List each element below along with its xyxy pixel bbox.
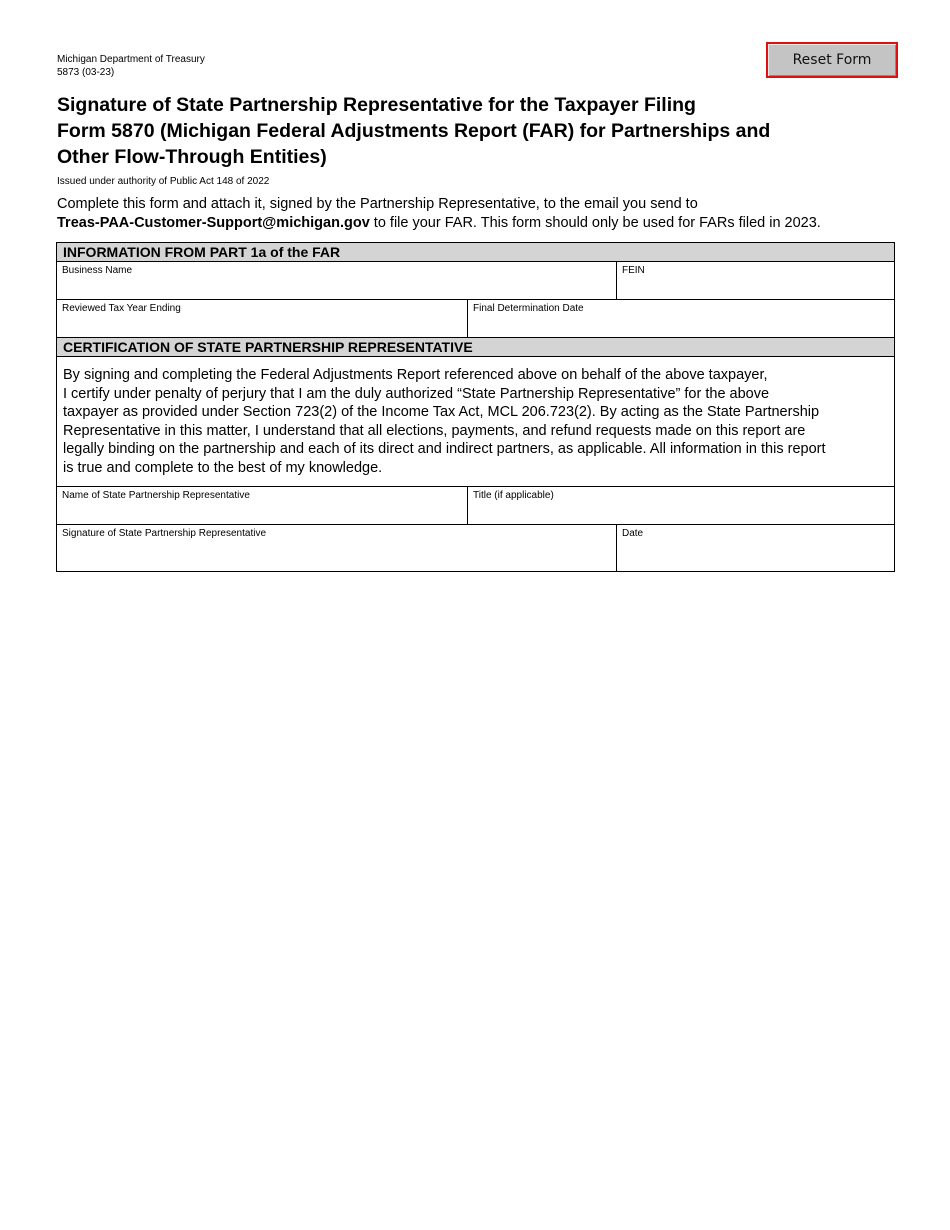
business-name-cell [57,262,616,299]
business-name-label: Business Name [62,265,133,276]
department-name: Michigan Department of Treasury [57,54,205,65]
row-signature [57,525,894,571]
reset-form-button[interactable]: Reset Form [766,42,898,78]
final-determination-label: Final Determination Date [473,303,584,314]
section-header-far-info: INFORMATION FROM PART 1a of the FAR [57,243,894,262]
signature-field[interactable] [62,550,611,568]
title-line-3: Other Flow-Through Entities) [57,146,327,168]
department-block [57,53,205,79]
rep-title-label: Title (if applicable) [473,490,554,501]
date-cell [616,525,894,571]
certification-text [57,357,894,487]
instructions [57,195,907,233]
date-field[interactable] [622,550,889,568]
cert-line-4: Representative in this matter, I understand that all elections, payments, and refund requests made on this report are [63,422,806,439]
final-determination-cell [467,300,894,337]
rep-title-field[interactable] [473,503,889,521]
row-representative [57,487,894,525]
fein-label: FEIN [622,265,645,276]
title-line-1: Signature of State Partnership Representative for the Taxpayer Filing [57,94,696,116]
form-code: 5873 (03-23) [57,67,115,78]
title-line-2: Form 5870 (Michigan Federal Adjustments Report (FAR) for Partnerships and [57,120,771,142]
fein-cell [616,262,894,299]
row-business [57,262,894,300]
form-table [56,242,895,572]
signature-label: Signature of State Partnership Representative [62,528,267,539]
row-tax-year [57,300,894,338]
cert-line-5: legally binding on the partnership and each of its direct and indirect partners, as applicable. All information in this report [63,441,826,457]
section-header-certification: CERTIFICATION OF STATE PARTNERSHIP REPRESENTATIVE [57,338,894,357]
rep-name-label: Name of State Partnership Representative [62,490,250,501]
signature-cell [57,525,616,571]
rep-title-cell [467,487,894,524]
cert-line-1: By signing and completing the Federal Adjustments Report referenced above on behalf of the above taxpayer, [63,367,768,383]
fein-field[interactable] [622,278,889,296]
tax-year-label: Reviewed Tax Year Ending [62,303,181,314]
final-determination-field[interactable] [473,316,889,334]
cert-line-6: is true and complete to the best of my knowledge. [63,459,383,476]
form-title [57,92,897,170]
tax-year-field[interactable] [62,316,462,334]
cert-line-2: I certify under penalty of perjury that I am the duly authorized “State Partnership Representative” for the above [63,385,770,402]
rep-name-field[interactable] [62,503,462,521]
business-name-field[interactable] [62,278,611,296]
instructions-line-1: Complete this form and attach it, signed by the Partnership Representative, to the email you send to [57,196,698,212]
authority-note: Issued under authority of Public Act 148 of 2022 [57,176,270,187]
tax-year-cell [57,300,467,337]
support-email: Treas-PAA-Customer-Support@michigan.gov [57,215,370,231]
rep-name-cell [57,487,467,524]
date-label: Date [622,528,644,539]
cert-line-3: taxpayer as provided under Section 723(2) of the Income Tax Act, MCL 206.723(2). By acting as the State Partnership [63,404,820,420]
instructions-line-2: to file your FAR. This form should only be used for FARs filed in 2023. [369,215,821,231]
